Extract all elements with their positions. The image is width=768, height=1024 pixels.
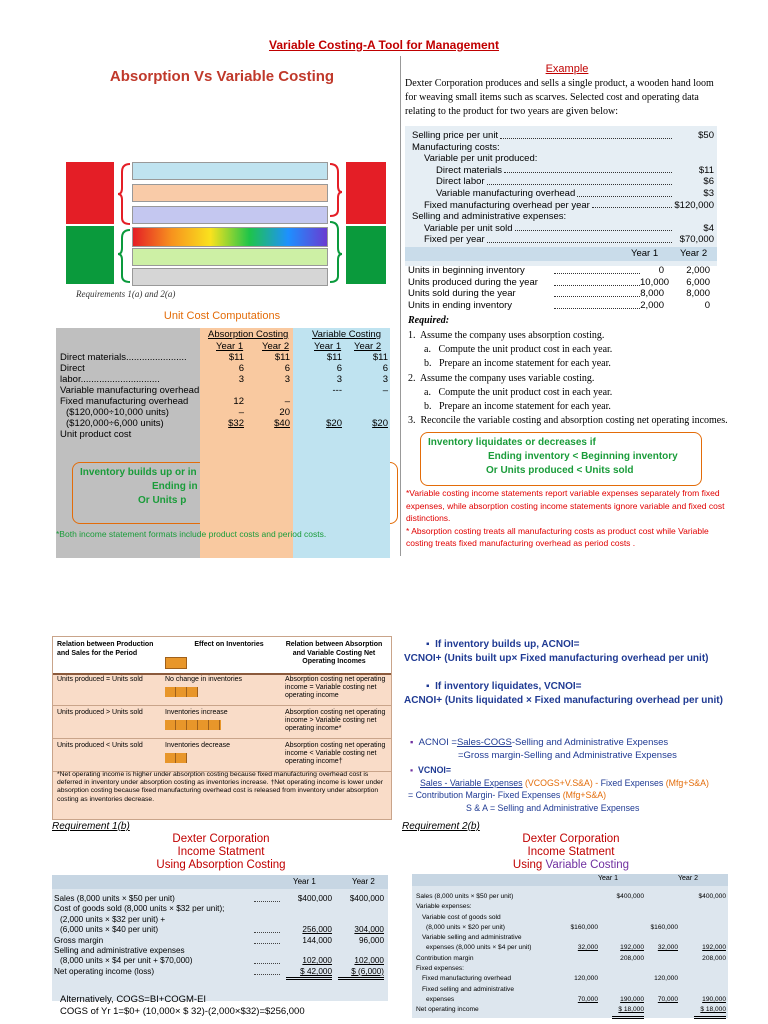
table-row: Fixed selling and administrative [422, 985, 514, 993]
list-item: Direct materials $11 [436, 164, 714, 176]
table-row: Variable expenses: [416, 903, 472, 911]
year-header: Year 1 [314, 341, 342, 352]
table-row: Fixed manufacturing overhead 12 – [60, 396, 290, 407]
left-brace-icon [116, 160, 132, 286]
builds-line-3: Or Units p [138, 495, 187, 506]
table-row: Variable manufacturing overhead --- – [60, 385, 388, 396]
req1b-label: Requirement 1(b) [52, 821, 130, 832]
req1b-heading: Dexter Corporation Income Statment Using Absorption Costing [156, 833, 286, 871]
list-item: Variable per unit sold $4 [424, 222, 714, 234]
table-row: Direct materials....................... $11 $11 $11 $11 [60, 352, 388, 363]
relation-table [52, 636, 392, 820]
year-header: Year 2 [680, 248, 708, 259]
effect-header: Effect on Inventories [194, 641, 264, 648]
table-row: expenses (8,000 units × $4 per unit) 32,000 192,000 32,000 192,000 [426, 944, 726, 952]
table-row: labor.............................. 3 3 3 3 [60, 374, 388, 385]
req2b-heading: Dexter Corporation Income Statment Using Variable Costing [512, 833, 630, 871]
liquidate-line-3: Or Units produced < Units sold [486, 465, 634, 476]
list-item: Selling price per unit $50 [412, 130, 714, 141]
list-item: b. Prepare an income statement for each year. [424, 401, 611, 413]
table-row: Sales (8,000 units × $50 per unit) $400,000 $400,000 [54, 894, 384, 903]
both-formats-note: *Both income statement formats include product costs and period costs. [56, 529, 327, 539]
liquidate-line-2: Ending inventory < Beginning inventory [488, 451, 678, 462]
builds-line-1: Inventory builds up or in [80, 467, 197, 478]
table-row: Units in beginning inventory 0 2,000 [408, 265, 710, 276]
absorption-vs-variable-heading: Absorption Vs Variable Costing [109, 68, 335, 85]
absorption-costing-header: Absorption Costing [208, 329, 289, 340]
alt-cogs-formula: Alternatively, COGS=BI+COGM-EI [60, 994, 207, 1005]
table-row: Units in ending inventory 2,000 0 [408, 299, 710, 311]
income-header: Relation between Absorption and Variable Costing Net Operating Incomes [285, 641, 383, 665]
list-item: Variable manufacturing overhead $3 [436, 187, 714, 199]
list-item: a. Compute the unit product cost in each year. [424, 386, 613, 398]
table-row: (8,000 units × $4 per unit + $70,000) 102,000 102,000 [60, 956, 384, 966]
unit-cost-table [60, 329, 392, 440]
table-row: Contribution margin 208,000 208,000 [416, 954, 726, 962]
table-row: Units produced < Units sold Inventories decrease Absorption costing net operating income < Variable costing net operating income† [53, 739, 391, 772]
cost-bars-diagram [66, 160, 390, 290]
example-intro: Dexter Corporation produces and sells a single product, a wooden hand loom for weaving small items such as scarves. Selected cost and operating data relating to the product for two years are given below: [405, 78, 714, 117]
list-item: 1. Assume the company uses absorption costing. [408, 330, 605, 341]
note-2: * Absorption costing treats all manufacturing costs as product cost while Variable costing treats fixed manufacturing overhead as period costs . [406, 525, 709, 549]
relation-footnote: *Net operating income is higher under absorption costing because fixed manufacturing overhead cost is deferred in inventory under absorption costing as inventories increase. †Net operating income is lower under absorption costing because fixed manufacturing overhead cost is released from inventory under absorption costing as inventories decrease. [57, 771, 384, 803]
table-row: Units produced during the year 10,000 6,000 [408, 276, 710, 288]
table-row: Direct 6 6 6 6 [60, 363, 388, 374]
table-row: Units produced = Units sold No change in inventories Absorption costing net operating income = Variable costing net operating income [53, 673, 391, 706]
table-row: Unit product cost [60, 429, 132, 440]
list-item: b. Prepare an income statement for each year. [424, 358, 611, 370]
list-item: Selling and administrative expenses: [412, 211, 567, 223]
table-row: Fixed expenses: [416, 965, 465, 973]
page-title: Variable Costing-A Tool for Management [268, 38, 500, 52]
list-item: Manufacturing costs: [412, 141, 500, 153]
table-row: (6,000 units × $40 per unit) 256,000 304,000 [60, 925, 384, 935]
year-header: Year 2 [354, 341, 382, 352]
required-list [408, 329, 728, 428]
list-item: Fixed manufacturing overhead per year $120,000 [424, 199, 714, 211]
year-header: Year 2 [352, 877, 375, 886]
unit-cost-title: Unit Cost Computations [163, 310, 281, 322]
table-row: Selling and administrative expenses [54, 945, 185, 955]
requirements-note: Requirements 1(a) and 2(a) [76, 289, 176, 299]
table-row: Units sold during the year 8,000 8,000 [408, 288, 710, 299]
table-row: ($120,000÷6,000 units) $32 $40 $20 $20 [66, 418, 388, 429]
year-header: Year 2 [262, 341, 290, 352]
table-row: (2,000 units × $32 per unit) + [60, 914, 166, 924]
formula-1-bullet: ▪ If inventory builds up, ACNOI= [426, 639, 580, 650]
list-item: a. Compute the unit product cost in each year. [424, 344, 613, 356]
note-1: *Variable costing income statements report variable expenses separately from fixed expenses, while absorption costing income statements ignore variable and fixed cost distinctions. [406, 488, 725, 524]
table-row: Cost of goods sold (8,000 units × $32 per unit); [54, 904, 225, 914]
year-header: Year 1 [216, 341, 244, 352]
example-data-list [412, 130, 714, 246]
inventory-blocks-icon [165, 753, 187, 763]
list-item: Direct labor $6 [436, 176, 714, 188]
formula-2-bullet: ▪ If inventory liquidates, VCNOI= [426, 681, 582, 692]
inventory-blocks-icon [165, 687, 198, 697]
year-header: Year 1 [598, 875, 618, 882]
vcnoi-formula: ▪ VCNOI= Sales - Variable Expenses (VCOGS+V.S&A) - Fixed Expenses (Mfg+S&A) = Contribution Margin- Fixed Expenses (Mfg+S&A) S & A = Selling and Administrative Expenses [408, 765, 709, 813]
variable-costing-header: Variable Costing [312, 329, 382, 340]
table-row: Fixed manufacturing overhead 120,000 120,000 [422, 975, 678, 983]
liquidate-line-1: Inventory liquidates or decreases if [428, 437, 596, 448]
table-row: ($120,000÷10,000 units) – 20 [66, 407, 290, 418]
table-row: Gross margin 144,000 96,000 [54, 935, 384, 945]
units-table [408, 265, 712, 311]
alt-cogs-calc: COGS of Yr 1=$0+ (10,000× $ 32)-(2,000×$32)=$256,000 [60, 1006, 305, 1017]
formula-1: VCNOI+ (Units built up× Fixed manufacturing overhead per unit) [404, 653, 709, 664]
table-row: (8,000 units × $20 per unit) $160,000 $160,000 [426, 923, 678, 931]
right-brace-icon [328, 160, 344, 286]
table-row: expenses 70,000 190,000 70,000 190,000 [426, 995, 726, 1003]
list-item: 2. Assume the company uses variable costing. [408, 372, 595, 384]
formula-2: ACNOI+ (Units liquidated × Fixed manufacturing overhead per unit) [404, 695, 723, 706]
builds-line-2: Ending in [152, 481, 198, 492]
costing-notes [406, 487, 726, 550]
table-row: Variable selling and administrative [422, 934, 522, 942]
relation-header: Relation between Production and Sales for the Period [57, 641, 154, 657]
table-row: Net operating income (loss) $ 42,000 $ (6,000) [54, 967, 388, 977]
table-row: Variable cost of goods sold [422, 913, 501, 921]
required-label: Required: [408, 315, 450, 326]
req2b-label: Requirement 2(b) [402, 821, 480, 832]
year-header: Year 1 [631, 248, 659, 259]
table-row: Net operating income $ 18,000 $ 18,000 [416, 1005, 728, 1015]
list-item: Fixed per year $70,000 [424, 234, 714, 246]
formulas [404, 638, 744, 708]
acnoi-formula: ▪ ACNOI =Sales-COGS-Selling and Administrative Expenses =Gross margin-Selling and Administrative Expenses [410, 737, 677, 761]
year-header: Year 1 [293, 877, 316, 886]
year-header: Year 2 [678, 875, 698, 882]
list-item: Variable per unit produced: [424, 153, 538, 165]
table-row: Units produced > Units sold Inventories increase Absorption costing net operating income > Variable costing net operating income* [53, 706, 391, 739]
list-item: 3. Reconcile the variable costing and absorption costing net operating incomes. [408, 415, 728, 427]
table-row: Sales (8,000 units × $50 per unit) $400,000 $400,000 [416, 893, 726, 900]
inventory-blocks-icon [165, 720, 221, 730]
example-heading: Example [545, 63, 589, 75]
